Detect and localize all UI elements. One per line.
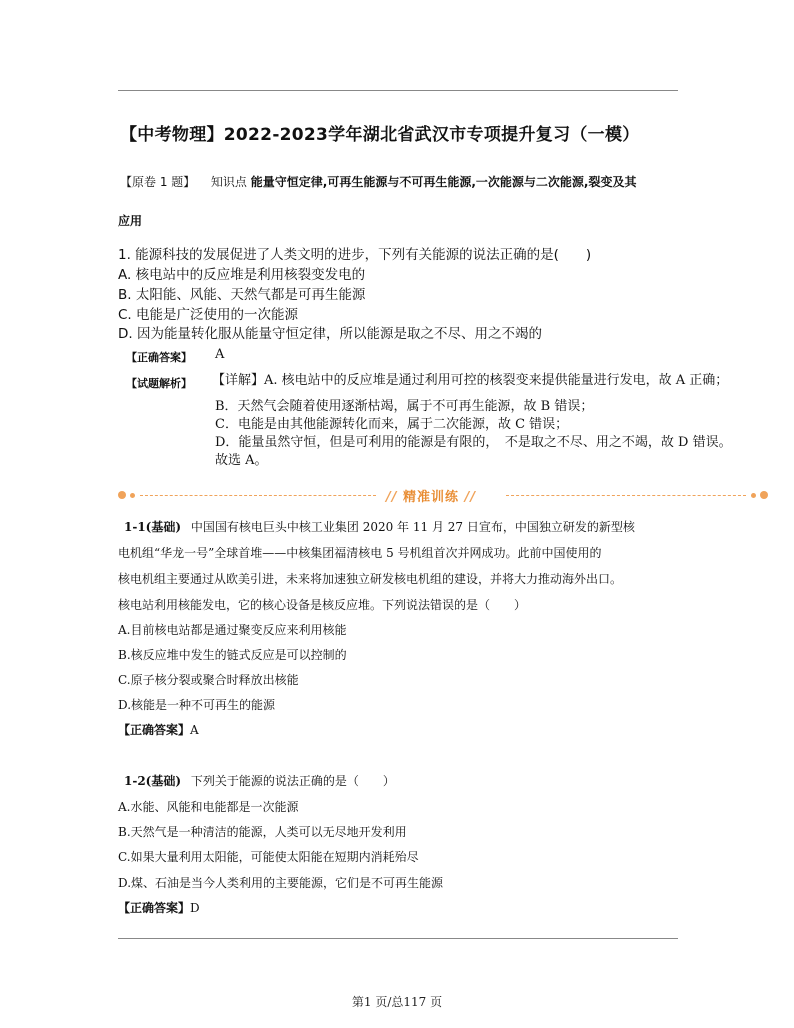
divider-line-left (140, 495, 376, 496)
practice-1-1-line (124, 518, 635, 535)
divider-dot (760, 491, 768, 499)
answer-label: 【正确答案】 (118, 723, 191, 737)
practice-text: 核电机组主要通过从欧美引进，未来将加速独立研发核电机组的建设，并将大力推动海外出口。 (118, 572, 623, 586)
practice-text: 核电站利用核能发电，它的核心设备是核反应堆。下列说法错误的是（ ） (118, 598, 527, 612)
option-b: B. 太阳能、风能、天然气都是可再生能源 (118, 287, 366, 303)
analysis-line: B．天然气会随着使用逐渐枯竭，属于不可再生能源，故 B 错误； (215, 399, 594, 414)
knowledge-points-continued: 应用 (118, 214, 143, 228)
answer-value: D (190, 901, 200, 915)
option-c: C.原子核分裂或聚合时释放出核能 (118, 673, 299, 687)
practice-number: 1-2(基础) (124, 774, 182, 788)
divider-dot (118, 491, 126, 499)
option-d: D.煤、石油是当今人类利用的主要能源，它们是不可再生能源 (118, 876, 444, 890)
analysis-line: C．电能是由其他能源转化而来，属于二次能源，故 C 错误； (215, 417, 569, 432)
divider-dot (751, 493, 756, 498)
question-stem: 1. 能源科技的发展促进了人类文明的进步，下列有关能源的说法正确的是( ) (118, 247, 592, 263)
source-line (120, 173, 636, 190)
knowledge-label: 知识点 (210, 175, 247, 189)
section-title-text: 精准训练 (403, 490, 460, 505)
answer-label: 【正确答案】 (118, 901, 191, 915)
option-c: C. 电能是广泛使用的一次能源 (118, 307, 299, 323)
option-a: A.目前核电站都是通过聚变反应来利用核能 (118, 623, 347, 637)
practice-1-2-line (124, 772, 395, 789)
knowledge-points: 能量守恒定律,可再生能源与不可再生能源,一次能源与二次能源,裂变及其 (250, 175, 637, 189)
option-b: B.天然气是一种清洁的能源，人类可以无尽地开发利用 (118, 825, 407, 839)
option-d: D.核能是一种不可再生的能源 (118, 698, 276, 712)
answer-label: 【正确答案】 (126, 351, 192, 364)
divider-dot (130, 493, 135, 498)
answer-value: A (190, 723, 199, 737)
option-a: A.水能、风能和电能都是一次能源 (118, 800, 299, 814)
analysis-line: D．能量虽然守恒，但是可利用的能源是有限的， 不是取之不尽、用之不竭，故 D 错误。 (215, 435, 732, 450)
footer-rule (118, 938, 678, 939)
option-d: D. 因为能量转化服从能量守恒定律，所以能源是取之不尽、用之不竭的 (118, 326, 542, 342)
practice-text: 下列关于能源的说法正确的是（ ） (190, 774, 395, 788)
answer-value: A (215, 347, 225, 362)
page-title: 【中考物理】2022-2023学年湖北省武汉市专项提升复习（一模） (120, 125, 640, 145)
option-a: A. 核电站中的反应堆是利用核裂变发电的 (118, 267, 366, 283)
source-tag: 【原卷 1 题】 (120, 175, 196, 189)
practice-text: 电机组“华龙一号”全球首堆——中核集团福清核电 5 号机组首次并网成功。此前中国使用的 (118, 546, 602, 560)
divider-line-right (506, 495, 746, 496)
practice-number: 1-1(基础) (124, 520, 182, 534)
option-c: C.如果大量利用太阳能，可能使太阳能在短期内消耗殆尽 (118, 850, 419, 864)
analysis-label: 【试题解析】 (126, 377, 192, 390)
practice-text: 中国国有核电巨头中核工业集团 2020 年 11 月 27 日宣布，中国独立研发的新型核 (190, 520, 635, 534)
answer-row (118, 721, 199, 738)
analysis-line: 故选 A。 (215, 453, 268, 468)
page-number: 第1 页/总117 页 (351, 995, 443, 1009)
answer-row (118, 899, 200, 916)
section-title: // 精准训练 // (386, 490, 477, 505)
section-divider (118, 486, 768, 506)
analysis-line: 【详解】A. 核电站中的反应堆是通过利用可控的核裂变来提供能量进行发电，故 A 正确； (212, 373, 729, 388)
option-b: B.核反应堆中发生的链式反应是可以控制的 (118, 648, 347, 662)
header-rule (118, 90, 678, 91)
